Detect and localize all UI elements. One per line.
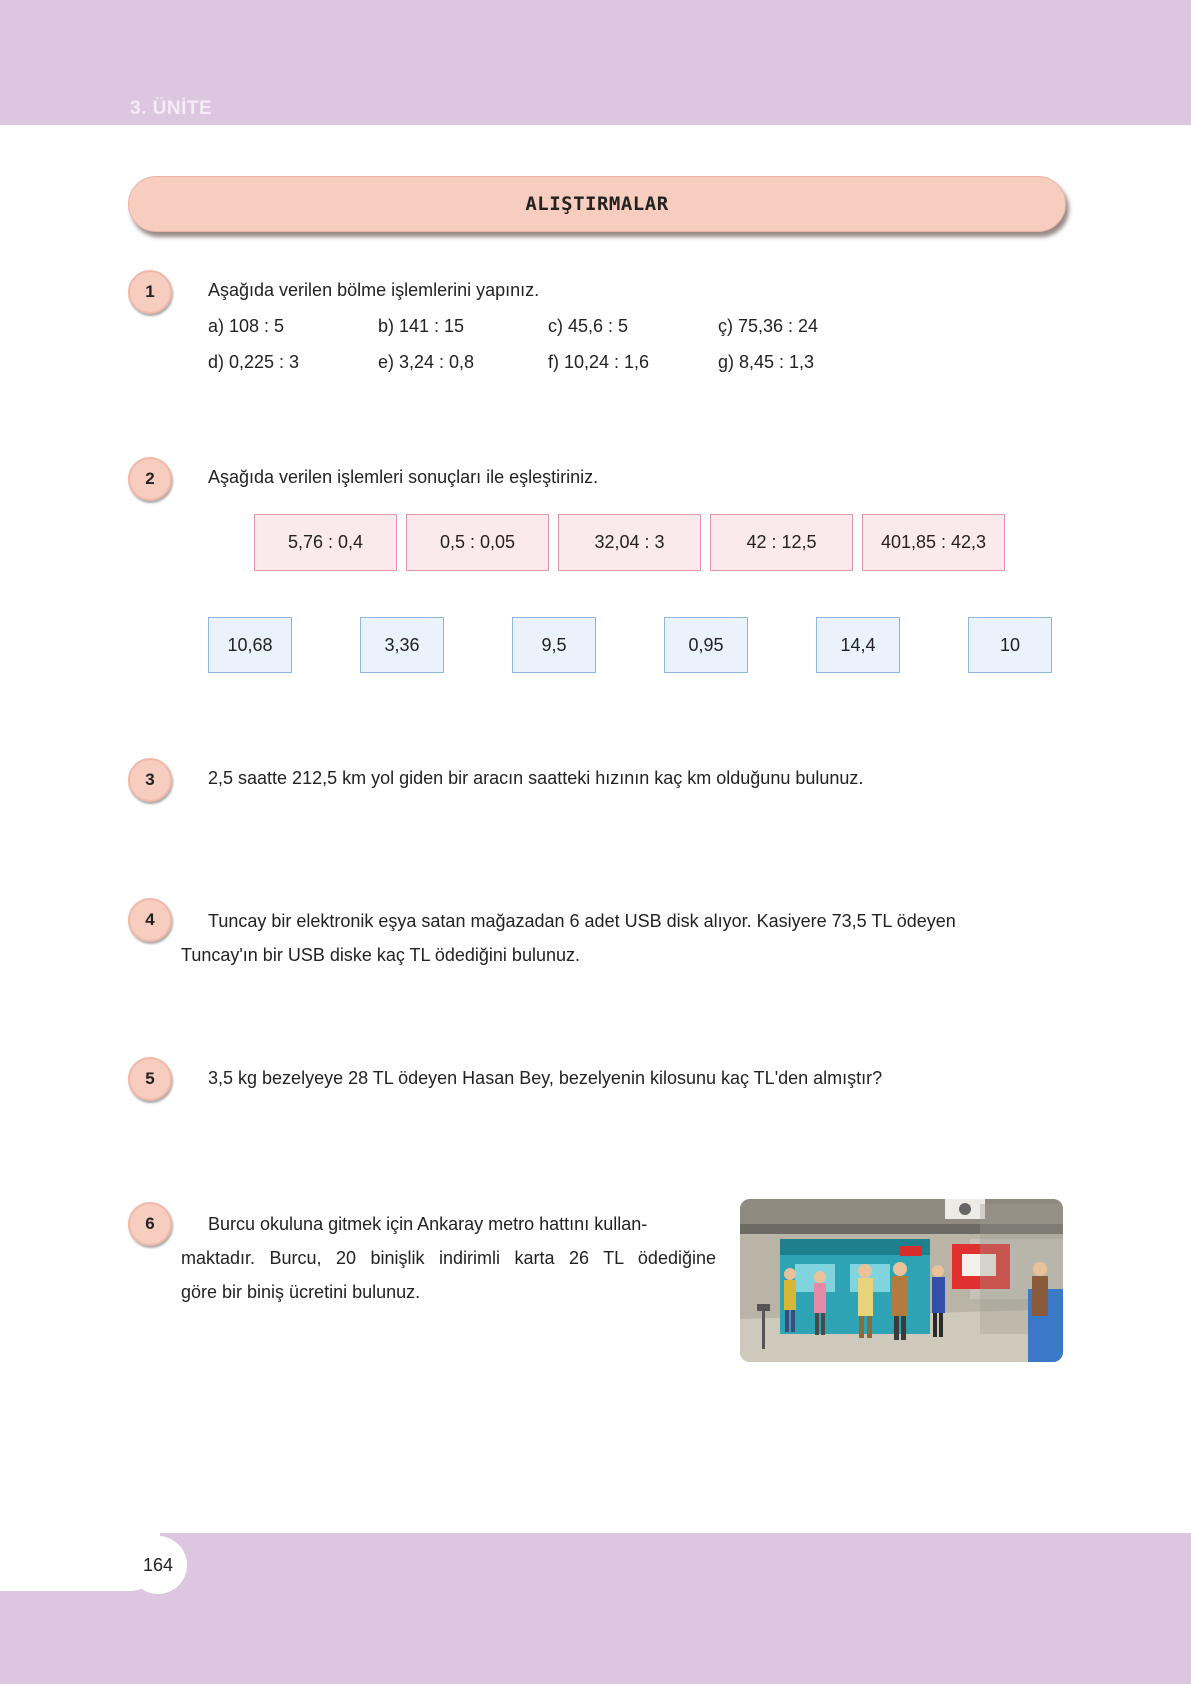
q1-item: b) 141 : 15 (378, 316, 465, 336)
question-number-badge: 1 (128, 270, 172, 314)
answer-box: 10,68 (208, 617, 292, 673)
answer-box: 10 (968, 617, 1052, 673)
page-title: ALIŞTIRMALAR (525, 193, 669, 215)
answer-box: 14,4 (816, 617, 900, 673)
q1-prompt: Aşağıda verilen bölme işlemlerini yapınız. (208, 280, 540, 300)
q1-item: c) 45,6 : 5 (548, 316, 629, 336)
operation-box: 5,76 : 0,4 (254, 514, 397, 571)
q1-item: e) 3,24 : 0,8 (378, 352, 475, 372)
q6-line-2: maktadır. Burcu, 20 binişlik indirimli karta 26 TL ödediğine (181, 1248, 716, 1268)
q1-item: d) 0,225 : 3 (208, 352, 300, 372)
q3-text: 2,5 saatte 212,5 km yol giden bir aracın saatteki hızının kaç km olduğunu bulunuz. (208, 768, 864, 788)
page-number: 164 (129, 1536, 187, 1594)
q4-line-2: Tuncay'ın bir USB diske kaç TL ödediğini bulunuz. (181, 945, 580, 965)
q6-line-3: göre bir biniş ücretini bulunuz. (181, 1282, 421, 1302)
operation-box: 401,85 : 42,3 (862, 514, 1005, 571)
answer-box: 3,36 (360, 617, 444, 673)
answer-box: 0,95 (664, 617, 748, 673)
q2-prompt: Aşağıda verilen işlemleri sonuçları ile eşleştiriniz. (208, 467, 599, 487)
operation-box: 0,5 : 0,05 (406, 514, 549, 571)
operation-box: 42 : 12,5 (710, 514, 853, 571)
q5-text: 3,5 kg bezelyeye 28 TL ödeyen Hasan Bey, bezelyenin kilosunu kaç TL'den almıştır? (208, 1068, 883, 1088)
q1-item: a) 108 : 5 (208, 316, 285, 336)
unit-label: 3. ÜNİTE (130, 98, 213, 119)
answer-box: 9,5 (512, 617, 596, 673)
q1-item: f) 10,24 : 1,6 (548, 352, 650, 372)
q1-item: g) 8,45 : 1,3 (718, 352, 815, 372)
title-bar (128, 176, 1066, 232)
q1-item: ç) 75,36 : 24 (718, 316, 819, 336)
question-number-badge: 2 (128, 457, 172, 501)
question-number-badge: 5 (128, 1057, 172, 1101)
question-number-badge: 6 (128, 1202, 172, 1246)
q4-line-1: Tuncay bir elektronik eşya satan mağazadan 6 adet USB disk alıyor. Kasiyere 73,5 TL ödeyen (208, 911, 956, 931)
q6-line-1: Burcu okuluna gitmek için Ankaray metro hattını kullan- (208, 1214, 648, 1234)
question-number-badge: 3 (128, 758, 172, 802)
metro-station-illustration (740, 1199, 1063, 1362)
question-number-badge: 4 (128, 898, 172, 942)
operation-box: 32,04 : 3 (558, 514, 701, 571)
